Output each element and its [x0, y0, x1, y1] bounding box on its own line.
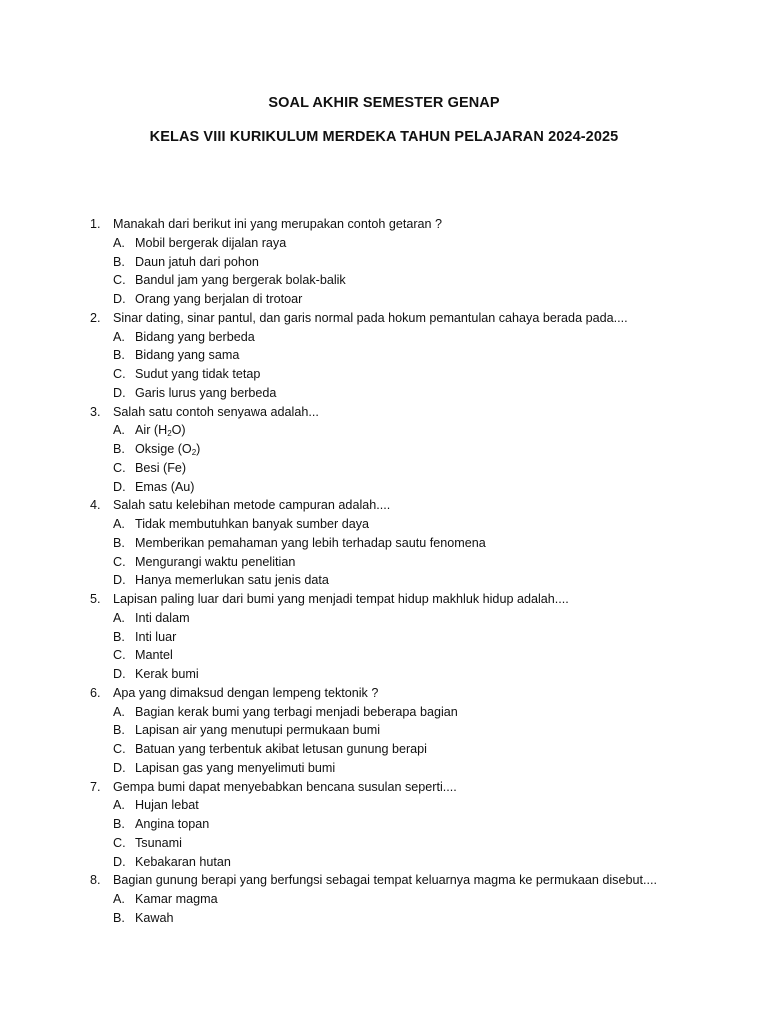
question-number: 4.: [90, 498, 101, 513]
answer-option: [0, 890, 768, 909]
option-letter: A.: [113, 704, 125, 719]
answer-option: [0, 815, 768, 834]
option-text: Kebakaran hutan: [135, 854, 231, 869]
answer-option: [0, 571, 768, 590]
option-text: [135, 421, 186, 440]
option-text: Hanya memerlukan satu jenis data: [135, 573, 329, 588]
answer-option: [0, 646, 768, 665]
document-subtitle: KELAS VIII KURIKULUM MERDEKA TAHUN PELAJARAN 2024-2025: [149, 129, 619, 145]
question-text: Salah satu contoh senyawa adalah...: [113, 404, 319, 419]
option-text-subscript: 2: [167, 429, 172, 439]
option-text-subscript: 2: [191, 448, 197, 457]
question-text: Gempa bumi dapat menyebabkan bencana susulan seperti....: [113, 779, 457, 794]
answer-option: [0, 365, 768, 384]
answer-option: [0, 271, 768, 290]
option-text: Inti dalam: [135, 610, 190, 625]
option-letter: B.: [113, 254, 125, 269]
option-letter: B.: [113, 817, 125, 831]
question-number: 1.: [90, 217, 101, 231]
question-item: [0, 871, 768, 890]
question-number: 3.: [90, 404, 101, 419]
option-text: Daun jatuh dari pohon: [135, 254, 259, 269]
option-letter: A.: [113, 329, 125, 344]
option-letter: A.: [113, 610, 125, 625]
option-text: Bandul jam yang bergerak bolak-balik: [135, 273, 346, 288]
answer-option: [0, 703, 768, 722]
question-item: [0, 590, 768, 609]
question-item: [0, 309, 768, 328]
option-letter: C.: [113, 648, 126, 663]
answer-option: [0, 553, 768, 572]
question-item: [0, 778, 768, 797]
question-text: Apa yang dimaksud dengan lempeng tektonik ?: [113, 685, 379, 700]
option-letter: B.: [113, 723, 125, 738]
option-text: Angina topan: [135, 817, 210, 831]
question-number: 8.: [90, 873, 101, 888]
option-letter: D.: [113, 479, 126, 494]
question-item: [0, 215, 768, 234]
answer-option: [0, 759, 768, 778]
option-text-suffix: ): [196, 442, 201, 456]
option-text: Hujan lebat: [135, 798, 199, 813]
option-letter: D.: [113, 292, 126, 306]
question-text: Salah satu kelebihan metode campuran adalah....: [113, 498, 391, 513]
option-letter: C.: [113, 367, 126, 381]
question-text: Lapisan paling luar dari bumi yang menjadi tempat hidup makhluk hidup adalah....: [113, 592, 569, 606]
answer-option: [0, 290, 768, 309]
answer-option: [0, 384, 768, 403]
option-text: Kawah: [135, 910, 174, 925]
option-letter: C.: [113, 460, 126, 475]
option-letter: C.: [113, 742, 126, 756]
option-text: Mengurangi waktu penelitian: [135, 554, 296, 569]
option-letter: B.: [113, 348, 125, 363]
answer-option: [0, 834, 768, 853]
option-text-prefix: Oksige (O: [135, 442, 192, 456]
answer-option: [0, 515, 768, 534]
answer-option: [0, 853, 768, 872]
answer-option: [0, 421, 768, 440]
question-item: [0, 496, 768, 515]
option-letter: B.: [113, 910, 125, 925]
option-letter: D.: [113, 667, 126, 681]
answer-option: [0, 534, 768, 553]
option-letter: C.: [113, 554, 126, 569]
option-letter: B.: [113, 442, 125, 456]
option-letter: A.: [113, 892, 125, 906]
question-number: 7.: [90, 779, 101, 794]
option-text-prefix: Air (H: [135, 423, 168, 438]
option-letter: A.: [113, 235, 125, 250]
option-letter: C.: [113, 273, 126, 288]
option-text: Sudut yang tidak tetap: [135, 367, 261, 381]
option-text: Garis lurus yang berbeda: [135, 385, 277, 400]
option-letter: A.: [113, 798, 125, 813]
question-number: 2.: [90, 310, 101, 325]
answer-option: [0, 253, 768, 272]
option-text: Bidang yang berbeda: [135, 329, 255, 344]
option-text: Tsunami: [135, 835, 182, 850]
option-text: Bagian kerak bumi yang terbagi menjadi beberapa bagian: [135, 704, 458, 719]
option-letter: A.: [113, 423, 125, 438]
option-letter: D.: [113, 385, 126, 400]
answer-option: [0, 609, 768, 628]
option-text: Memberikan pemahaman yang lebih terhadap sautu fenomena: [135, 535, 486, 550]
question-number: 5.: [90, 592, 101, 606]
option-text: Kamar magma: [135, 892, 218, 906]
option-text: Bidang yang sama: [135, 348, 240, 363]
answer-option: [0, 721, 768, 740]
answer-option: [0, 440, 768, 459]
answer-option: [0, 346, 768, 365]
option-text: Orang yang berjalan di trotoar: [135, 292, 303, 306]
option-letter: D.: [113, 760, 126, 775]
answer-option: [0, 796, 768, 815]
option-letter: D.: [113, 573, 126, 588]
document-title: SOAL AKHIR SEMESTER GENAP: [268, 95, 500, 111]
option-letter: A.: [113, 517, 125, 531]
question-text: Sinar dating, sinar pantul, dan garis normal pada hokum pemantulan cahaya berada pada....: [113, 310, 628, 325]
option-text-suffix: O): [171, 423, 186, 438]
question-list: [0, 215, 768, 928]
option-letter: B.: [113, 535, 125, 550]
option-text: Mobil bergerak dijalan raya: [135, 235, 287, 250]
option-text: Lapisan air yang menutupi permukaan bumi: [135, 723, 381, 738]
answer-option: [0, 478, 768, 497]
option-letter: B.: [113, 629, 125, 644]
option-text: Tidak membutuhkan banyak sumber daya: [135, 517, 370, 531]
option-text: Mantel: [135, 648, 173, 663]
answer-option: [0, 459, 768, 478]
option-text: Inti luar: [135, 629, 177, 644]
option-letter: C.: [113, 835, 126, 850]
answer-option: [0, 665, 768, 684]
option-text: Emas (Au): [135, 479, 195, 494]
option-text: Batuan yang terbentuk akibat letusan gunung berapi: [135, 742, 427, 756]
option-letter: D.: [113, 854, 126, 869]
question-text: Bagian gunung berapi yang berfungsi sebagai tempat keluarnya magma ke permukaan disebut....: [113, 873, 657, 888]
answer-option: [0, 328, 768, 347]
question-item: [0, 403, 768, 422]
option-text: Besi (Fe): [135, 460, 187, 475]
answer-option: [0, 740, 768, 759]
question-item: [0, 684, 768, 703]
answer-option: [0, 234, 768, 253]
option-text: Kerak bumi: [135, 667, 199, 681]
question-text: Manakah dari berikut ini yang merupakan contoh getaran ?: [113, 217, 443, 231]
answer-option: [0, 909, 768, 928]
option-text: Lapisan gas yang menyelimuti bumi: [135, 760, 336, 775]
question-number: 6.: [90, 685, 101, 700]
option-text: [135, 440, 200, 459]
answer-option: [0, 628, 768, 647]
